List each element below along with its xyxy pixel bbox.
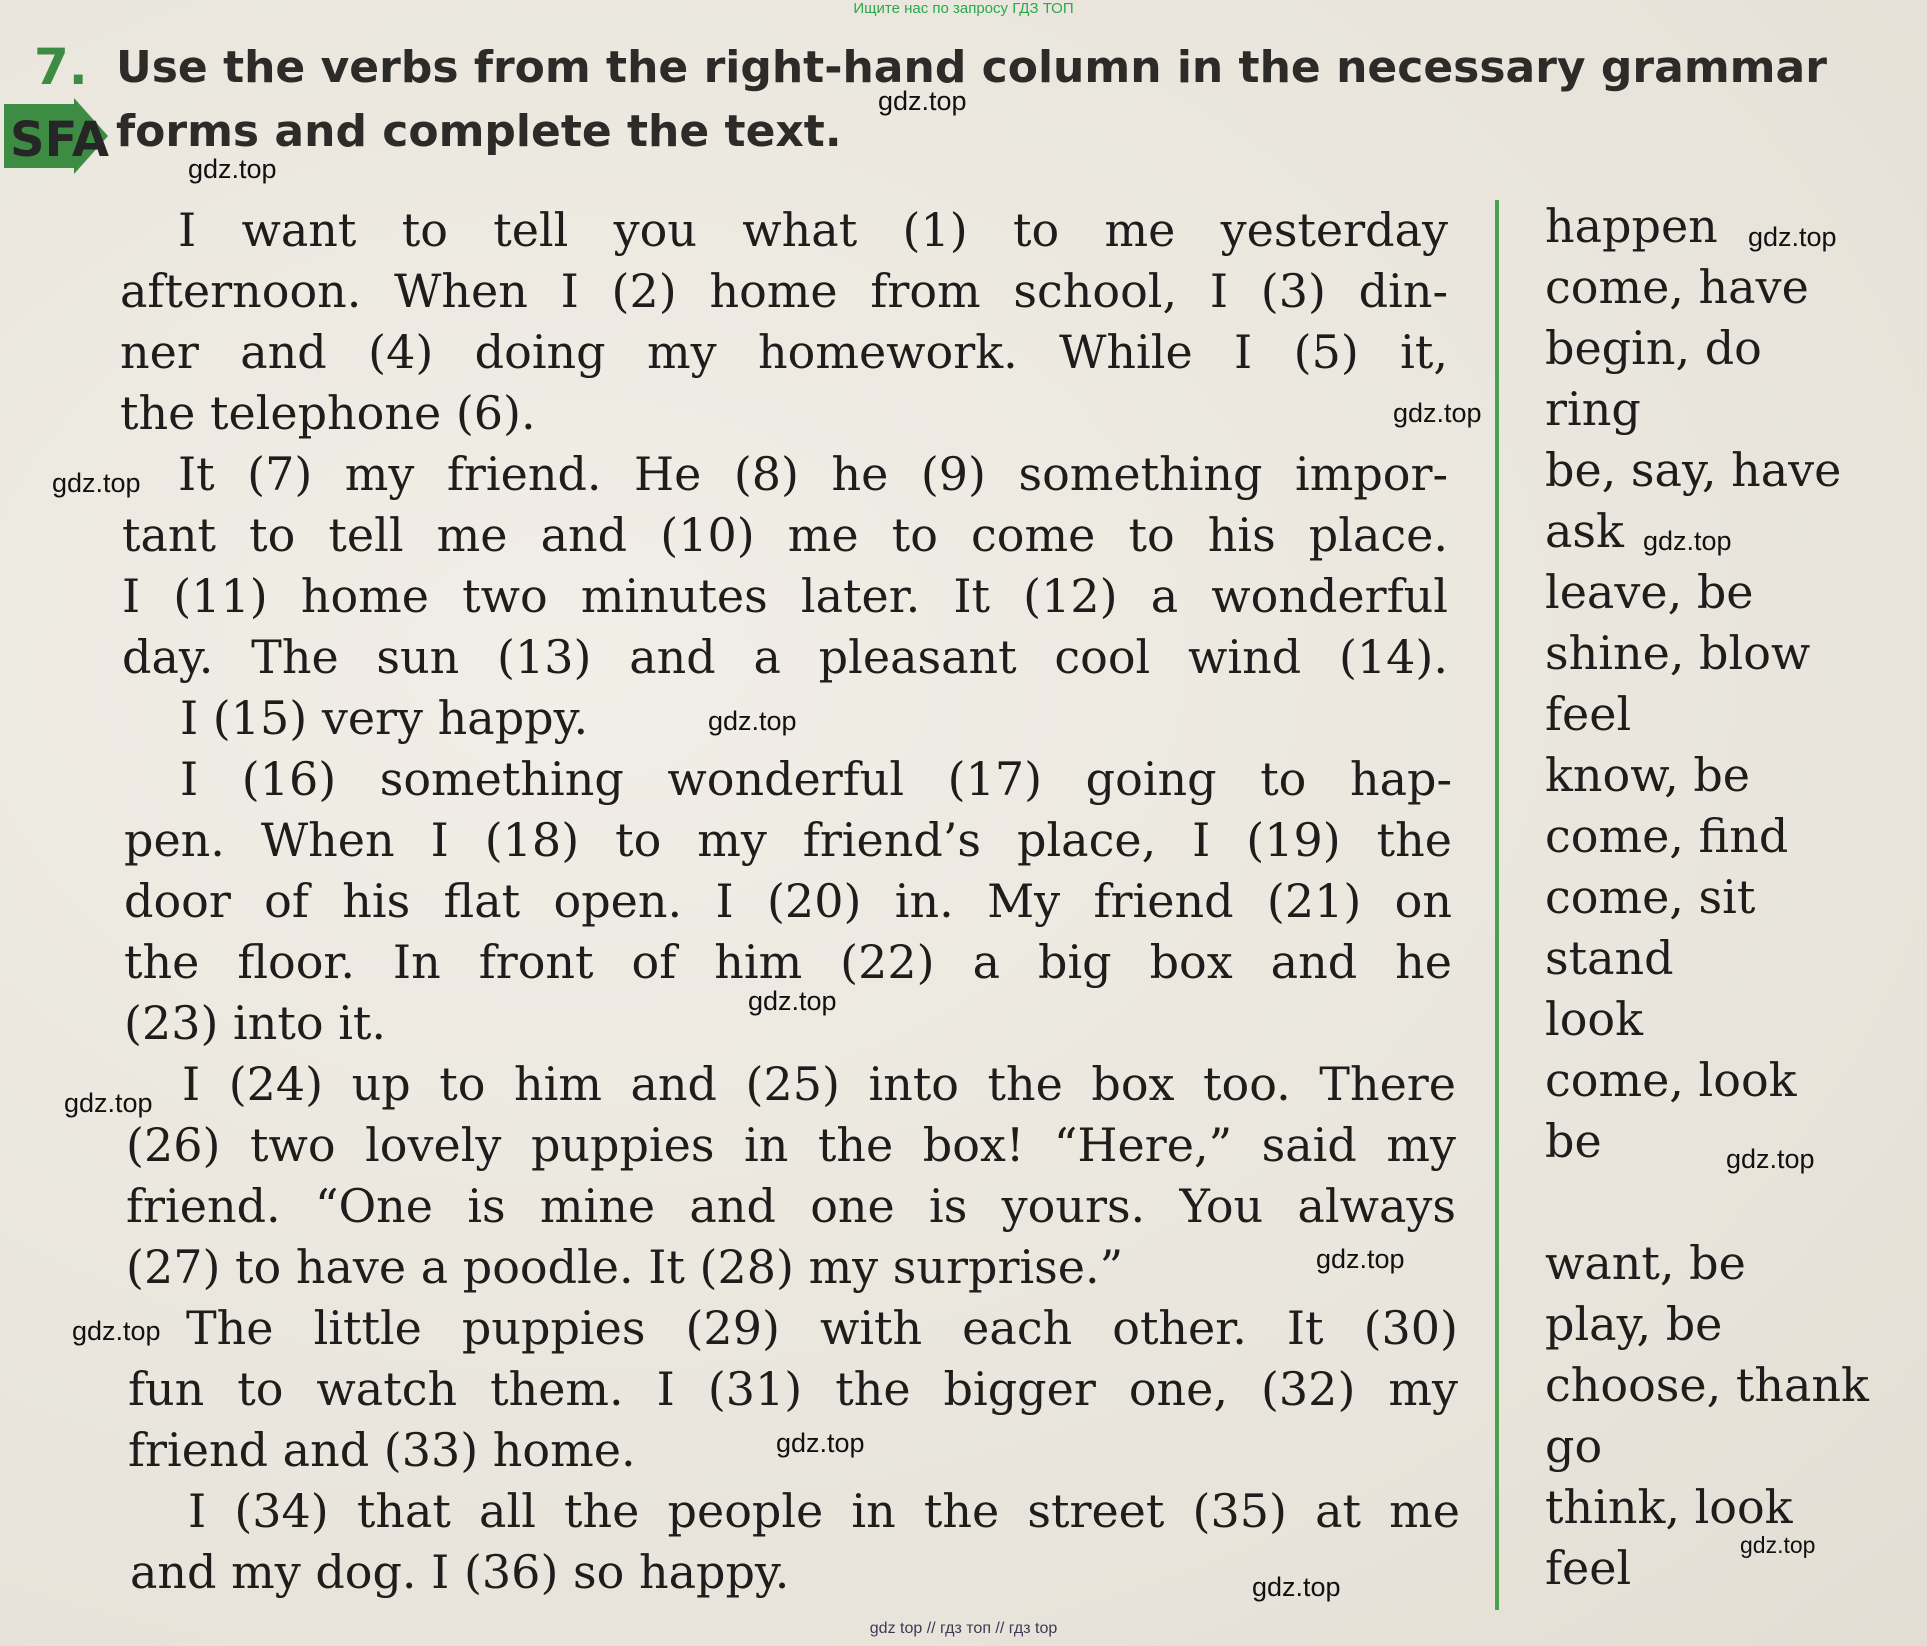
- text-line: I (11) home two minutes later. It (12) a wonderful: [122, 569, 1448, 623]
- watermark: gdz.top: [1726, 1144, 1815, 1174]
- text-line: door of his flat open. I (20) in. My friend (21) on: [124, 874, 1452, 928]
- verb-item: choose, thank: [1545, 1358, 1869, 1412]
- verb-item: play, be: [1545, 1297, 1723, 1351]
- verb-item: come, look: [1545, 1053, 1797, 1107]
- instruction-line: forms and complete the text.: [116, 106, 842, 157]
- watermark: gdz.top: [748, 986, 837, 1016]
- text-line: It (7) my friend. He (8) he (9) something impor-: [178, 447, 1448, 501]
- text-line: I (16) something wonderful (17) going to hap-: [180, 752, 1452, 806]
- watermark: gdz.top: [72, 1316, 161, 1346]
- watermark: gdz.top: [1393, 398, 1482, 428]
- watermark: gdz.top: [1748, 222, 1837, 252]
- text-line: friend. “One is mine and one is yours. You always: [126, 1179, 1456, 1233]
- verb-item: want, be: [1545, 1236, 1746, 1290]
- verb-item: shine, blow: [1545, 626, 1811, 680]
- exercise-number: 7.: [34, 38, 88, 96]
- verb-item: come, find: [1545, 809, 1789, 863]
- watermark: gdz.top: [708, 706, 797, 736]
- text-line: and my dog. I (36) so happy.: [130, 1545, 790, 1599]
- text-line: tant to tell me and (10) me to come to his place.: [122, 508, 1448, 562]
- verb-item: know, be: [1545, 748, 1751, 802]
- verb-item: stand: [1545, 931, 1674, 985]
- watermark: gdz.top: [1643, 526, 1732, 556]
- watermark: gdz.top: [878, 86, 967, 116]
- watermark: gdz.top: [52, 468, 141, 498]
- text-line: (23) into it.: [124, 996, 387, 1050]
- verb-item: feel: [1545, 687, 1632, 741]
- text-line: the floor. In front of him (22) a big box and he: [124, 935, 1452, 989]
- text-line: (26) two lovely puppies in the box! “Here,” said my: [126, 1118, 1456, 1172]
- watermark: gdz.top: [188, 154, 277, 184]
- text-line: pen. When I (18) to my friend’s place, I (19) the: [124, 813, 1452, 867]
- verb-item: come, have: [1545, 260, 1809, 314]
- verb-item: look: [1545, 992, 1643, 1046]
- text-line: (27) to have a poodle. It (28) my surprise.”: [126, 1240, 1124, 1294]
- header-caption[interactable]: Ищите нас по запросу ГДЗ ТОП: [853, 0, 1074, 17]
- watermark: gdz.top: [64, 1088, 153, 1118]
- verb-item: feel: [1545, 1541, 1632, 1595]
- text-line: I (24) up to him and (25) into the box too. There: [182, 1057, 1456, 1111]
- footer-caption[interactable]: gdz top // гдз топ // гдз top: [869, 1620, 1058, 1637]
- text-line: day. The sun (13) and a pleasant cool wind (14).: [122, 630, 1448, 684]
- watermark: gdz.top: [1316, 1244, 1405, 1274]
- text-line: the telephone (6).: [120, 386, 536, 440]
- verb-item: be: [1545, 1114, 1602, 1168]
- text-line: fun to watch them. I (31) the bigger one, (32) my: [128, 1362, 1458, 1416]
- watermark: gdz.top: [1740, 1532, 1816, 1558]
- verb-item: be, say, have: [1545, 443, 1842, 497]
- verb-item: happen: [1545, 199, 1718, 253]
- text-line: ner and (4) doing my homework. While I (5) it,: [120, 325, 1448, 379]
- text-line: The little puppies (29) with each other. It (30): [186, 1301, 1458, 1355]
- text-line: friend and (33) home.: [128, 1423, 636, 1477]
- watermark: gdz.top: [1252, 1572, 1341, 1602]
- sfa-label: SFA: [10, 112, 109, 168]
- instruction-line: Use the verbs from the right-hand column in the necessary grammar: [116, 42, 1827, 93]
- text-line: I (15) very happy.: [180, 691, 589, 745]
- verb-item: ask: [1545, 504, 1624, 558]
- verb-item: ring: [1545, 382, 1641, 436]
- text-line: afternoon. When I (2) home from school, I (3) din-: [120, 264, 1448, 318]
- watermark: gdz.top: [776, 1428, 865, 1458]
- verb-item: leave, be: [1545, 565, 1754, 619]
- verb-item: think, look: [1545, 1480, 1793, 1534]
- text-line: I (34) that all the people in the street (35) at me: [188, 1484, 1460, 1538]
- verb-item: begin, do: [1545, 321, 1762, 375]
- verb-item: come, sit: [1545, 870, 1756, 924]
- verb-item: go: [1545, 1419, 1603, 1473]
- column-divider: [1495, 200, 1499, 1610]
- text-line: I want to tell you what (1) to me yesterday: [178, 203, 1448, 257]
